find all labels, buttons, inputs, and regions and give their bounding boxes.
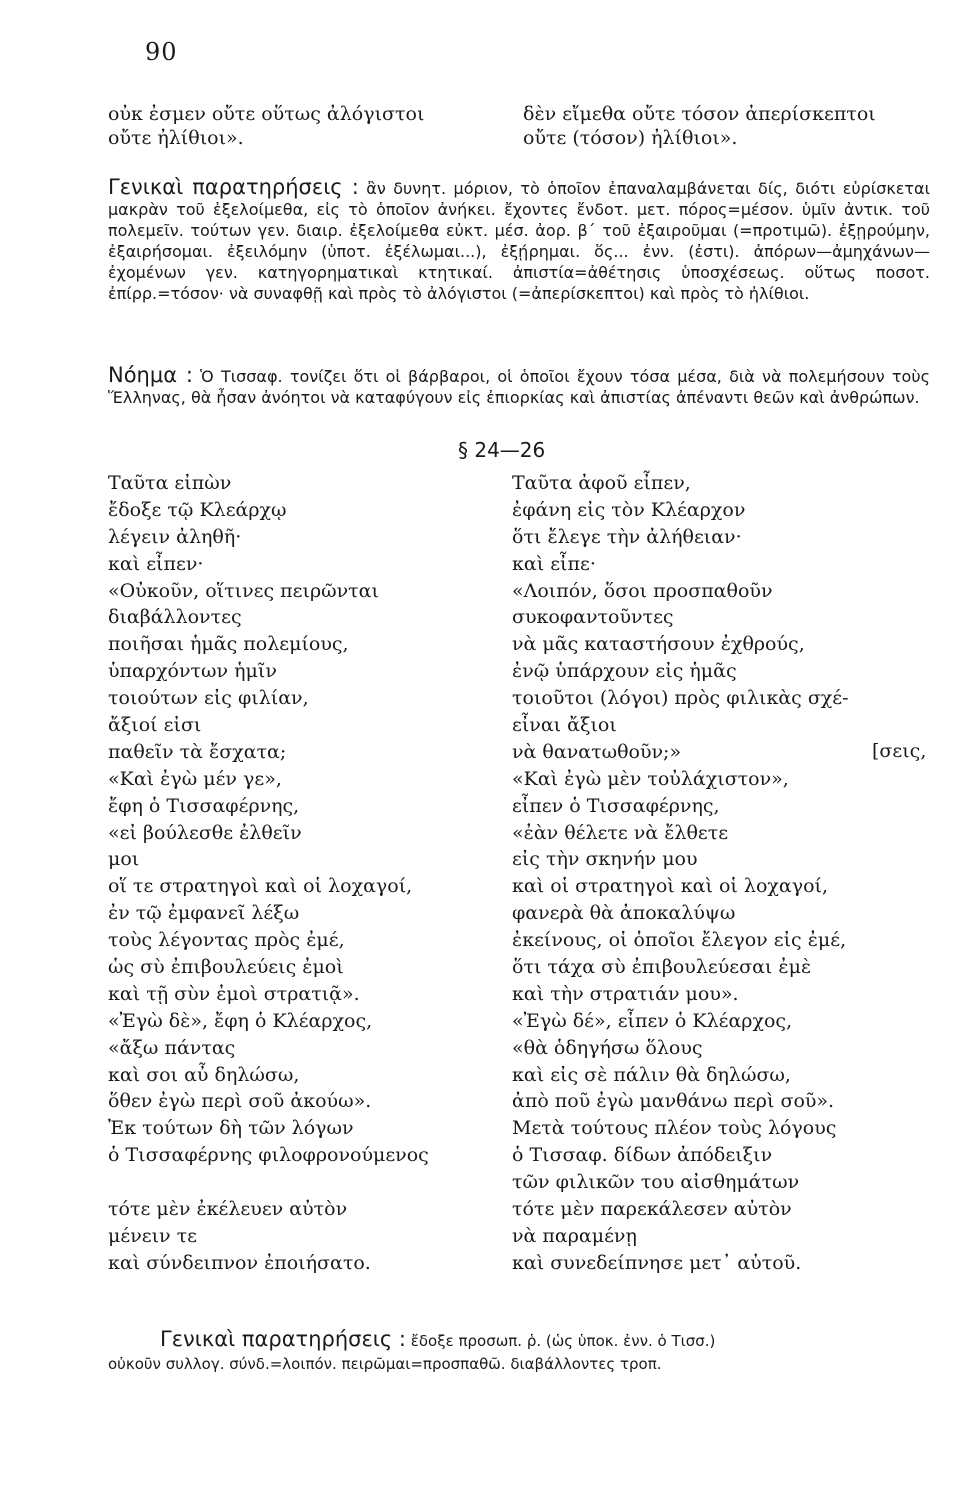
modern-line: ὁ Τισσαφ. δίδων ἀπόδειξιν [512,1144,773,1167]
modern-line: ἀπὸ ποῦ ἐγὼ μανθάνω περὶ σοῦ». [512,1090,835,1113]
modern-line: «Καὶ ἐγὼ μὲν τοὐλάχιστον», [512,767,789,790]
bottom-remarks-line-2: οὐκοῦν συλλογ. σύνδ.=λοιπόν. πειρῶμαι=προσπαθῶ. διαβάλλοντες τροπ. [108,1355,662,1373]
meaning-text: Ὁ Τισσαφ. τονίζει ὅτι οἱ βάρβαροι, οἱ ὁποῖοι ἔχουν τόσα μέσα, διὰ νὰ πολεμήσουν τοὺς Ἕλληνας, θὰ ἦσαν ἀνόητοι νὰ καταφύγουν εἰς ἐπιορκίας καὶ ἀπιστίας ἀπέναντι θεῶν καὶ ἀνθρώπων. [108,367,930,407]
ancient-line: «εἰ βούλεσθε ἐλθεῖν [108,821,302,844]
ancient-line: παθεῖν τὰ ἔσχατα; [108,740,287,763]
modern-line: ἐφάνη εἰς τὸν Κλέαρχον [512,498,746,521]
ancient-line: ἔφη ὁ Τισσαφέρνης, [108,794,300,817]
ancient-continuation-line: οὔτε ἠλίθιοι». [108,127,244,149]
ancient-line: τοὺς λέγοντας πρὸς ἐμέ, [108,929,345,952]
bottom-general-remarks [108,1327,930,1376]
modern-line: τότε μὲν παρεκάλεσεν αὐτὸν [512,1198,792,1221]
ancient-line: ὁ Τισσαφέρνης φιλοφρονούμενος [108,1144,429,1167]
ancient-line: καὶ τῇ σὺν ἐμοὶ στρατιᾷ». [108,982,360,1005]
ancient-line: ἐν τῷ ἐμφανεῖ λέξω [108,902,300,925]
modern-line: τοιοῦτοι (λόγοι) πρὸς φιλικὰς σχέ- [512,687,849,710]
meaning-paragraph [108,365,930,408]
ancient-line: «Οὐκοῦν, οἵτινες πειρῶνται [108,579,379,602]
modern-line: καὶ εἰς σὲ πάλιν θὰ δηλώσω, [512,1063,791,1086]
modern-line: τῶν φιλικῶν του αἰσθημάτων [512,1171,800,1194]
meaning-heading: Νόημα : [108,363,193,387]
ancient-line: ποιῆσαι ἡμᾶς πολεμίους, [108,633,349,656]
general-remarks-text: ἂν δυνητ. μόριον, τὸ ὁποῖον ἐπαναλαμβάνεται δίς, διότι εὑρίσκεται μακρὰν τοῦ ἐξελοίμεθα, εἰς τὸ ὁποῖον ἀνήκει. ἔχοντες ἔνδοτ. μετ. πόρος=μέσον. ὑμῖν ἀντικ. τοῦ πολεμεῖν. τούτων γεν. διαιρ. ἐξελοίμεθα εὐκτ. μέσ. ἀορ. β΄ τοῦ ἐξαιροῦμαι (=προτιμῶ). ἐξῃρούμην, ἐξαιρήσομαι. ἐξειλόμην (ὑποτ. ἐξέλωμαι...), ἐξῄρημαι. ὅς... ἐνν. (ἐστι). ἀπόρων—ἀμηχάνων—ἐχομένων γεν. κατηγορηματικαὶ κτητικαί. ἀπιστία=ἀθέτησις ὑποσχέσεως. οὕτως ποσοτ. ἐπίρρ.=τόσον· νὰ συναφθῇ καὶ πρὸς τὸ ἀλόγιστοι (=ἀπερίσκεπτοι) καὶ πρὸς τὸ ἠλίθιοι. [108,179,931,303]
modern-line: «Λοιπόν, ὅσοι προσπαθοῦν [512,579,773,602]
modern-line: ὅτι τάχα σὺ ἐπιβουλεύεσαι ἐμὲ [512,956,812,979]
modern-line: νὰ θανατωθοῦν;» [512,740,682,763]
ancient-line: ἔδοξε τῷ Κλεάρχῳ [108,498,287,521]
modern-line: νὰ παραμένῃ [512,1224,637,1247]
modern-line: «θὰ ὁδηγήσω ὅλους [512,1036,703,1059]
modern-line: εἶναι ἄξιοι [512,714,617,737]
ancient-continuation-line: οὐκ ἐσμεν οὔτε οὕτως ἀλόγιστοι [108,103,425,125]
modern-line: καὶ τὴν στρατιάν μου». [512,982,739,1005]
general-remarks [108,177,930,304]
ancient-line: καὶ εἶπεν· [108,552,204,575]
ancient-line: τοιούτων εἰς φιλίαν, [108,687,309,710]
page-number: 90 [145,38,178,66]
modern-continuation-line: δὲν εἴμεθα οὔτε τόσον ἀπερίσκεπτοι [523,103,876,125]
ancient-continuation [108,102,424,150]
bottom-remarks-line-1: ἔδοξε προσωπ. ῥ. (ὡς ὑποκ. ἐνν. ὁ Τισσ.) [410,1332,716,1350]
ancient-line: «ἄξω πάντας [108,1036,236,1059]
general-remarks-heading: Γενικαὶ παρατηρήσεις : [108,175,359,199]
modern-translation-column [512,470,932,1277]
modern-line: εἶπεν ὁ Τισσαφέρνης, [512,794,720,817]
ancient-line: ὡς σὺ ἐπιβουλεύεις ἐμοὶ [108,956,344,979]
modern-line: νὰ μᾶς καταστήσουν ἐχθρούς, [512,633,805,656]
modern-line: καὶ συνεδείπνησε μετ᾽ αὐτοῦ. [512,1251,802,1274]
ancient-line: καὶ σοι αὖ δηλώσω, [108,1063,300,1086]
ancient-line: διαβάλλοντες [108,606,242,629]
ancient-line: οἵ τε στρατηγοὶ καὶ οἱ λοχαγοί, [108,875,413,898]
modern-line: Μετὰ τούτους πλέον τοὺς λόγους [512,1117,837,1140]
ancient-line: καὶ σύνδειπνον ἐποιήσατο. [108,1251,371,1274]
ancient-line: ὑπαρχόντων ἡμῖν [108,660,277,683]
modern-continuation-line: οὔτε (τόσον) ἠλίθιοι». [523,127,738,149]
ancient-line: λέγειν ἀληθῆ· [108,525,242,548]
bottom-remarks-heading: Γενικαὶ παρατηρήσεις : [160,1327,406,1351]
modern-line: Ταῦτα ἀφοῦ εἶπεν, [512,472,691,494]
modern-line: συκοφαντοῦντες [512,606,674,629]
ancient-line: Ταῦτα εἰπὼν [108,472,232,494]
modern-line: καὶ οἱ στρατηγοὶ καὶ οἱ λοχαγοί, [512,875,829,898]
modern-line: φανερὰ θὰ ἀποκαλύψω [512,902,736,925]
ancient-line [108,1169,508,1196]
modern-continuation [523,102,876,150]
ancient-line: τότε μὲν ἐκέλευεν αὐτὸν [108,1198,348,1221]
ancient-line: ἄξιοί εἰσι [108,714,202,737]
ancient-line: Ἐκ τούτων δὴ τῶν λόγων [108,1117,354,1140]
modern-line: ἐκείνους, οἱ ὁποῖοι ἔλεγον εἰς ἐμέ, [512,929,847,952]
hyphenation-carry: [σεις, [872,740,927,762]
modern-line: καὶ εἶπε· [512,552,596,575]
ancient-line: ὅθεν ἐγὼ περὶ σοῦ ἀκούω». [108,1090,372,1113]
modern-line: ἐνῷ ὑπάρχουν εἰς ἡμᾶς [512,660,737,683]
ancient-line: μένειν τε [108,1224,197,1247]
ancient-line: μοι [108,848,140,871]
ancient-line: «Καὶ ἐγὼ μέν γε», [108,767,282,790]
modern-line: «ἐὰν θέλετε νὰ ἔλθετε [512,821,729,844]
ancient-line: «Ἐγὼ δὲ», ἔφη ὁ Κλέαρχος, [108,1009,373,1032]
modern-line: εἰς τὴν σκηνήν μου [512,848,698,871]
modern-line: «Ἐγὼ δέ», εἶπεν ὁ Κλέαρχος, [512,1009,793,1032]
modern-line: ὅτι ἔλεγε τὴν ἀλήθειαν· [512,525,742,548]
ancient-text-column [108,470,508,1277]
section-heading: § 24—26 [458,438,546,462]
